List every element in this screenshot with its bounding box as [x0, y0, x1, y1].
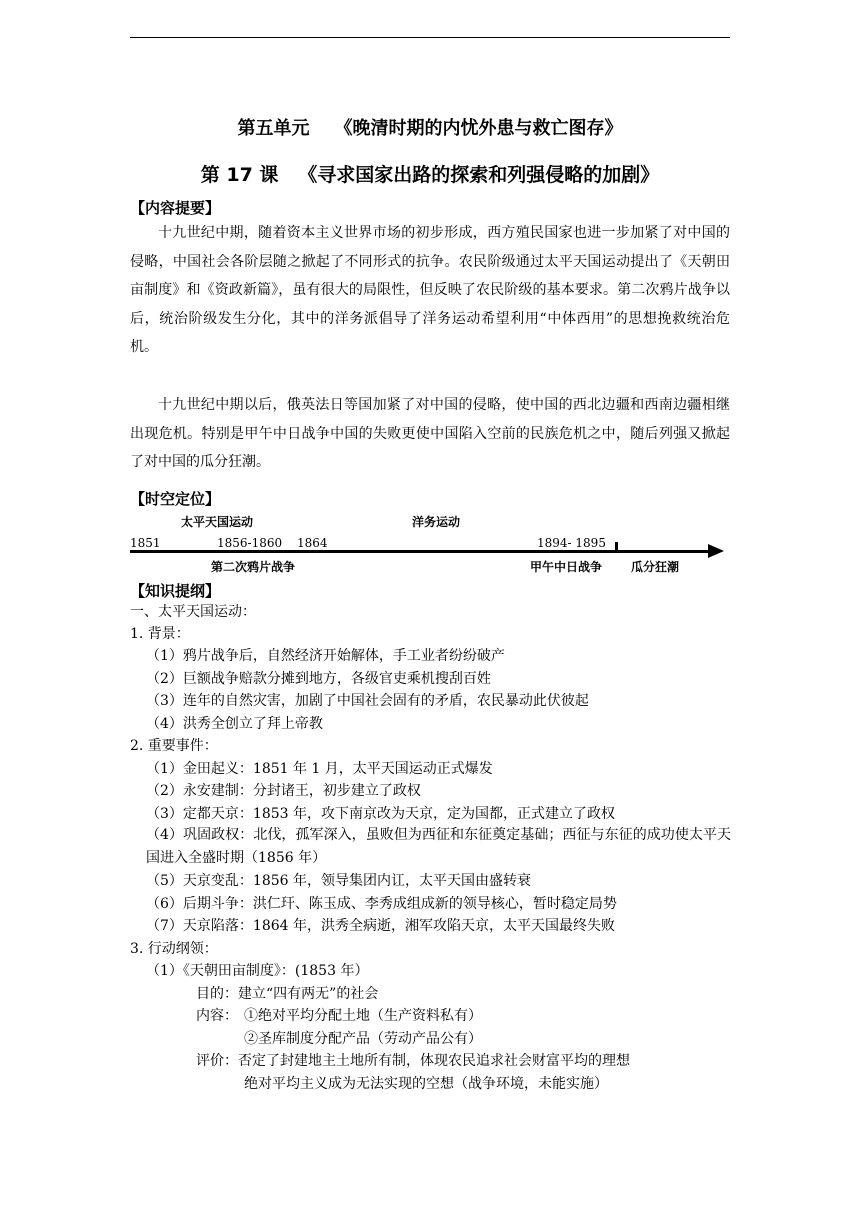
timeline-arrow-icon — [708, 544, 724, 558]
program-content-2: ②圣库制度分配产品（劳动产品公有） — [244, 1031, 482, 1047]
background-item: （2）巨额战争赔款分摊到地方，各级官吏乘机搜刮百姓 — [146, 671, 491, 687]
timeline-year-1894-1895: 1894- 1895 — [537, 536, 606, 550]
timeline-tick — [615, 542, 618, 552]
timeline-label-opium-war-2: 第二次鸦片战争 — [211, 560, 296, 574]
event-item: （6）后期斗争：洪仁玕、陈玉成、李秀成组成新的领导核心，暂时稳定局势 — [146, 896, 617, 912]
timeline-heading: 【时空定位】 — [130, 490, 221, 508]
program-evaluation-1: 评价：否定了封建地主土地所有制，体现农民追求社会财富平均的理想 — [196, 1053, 630, 1069]
summary-paragraph-2: 十九世纪中期以后，俄英法日等国加紧了对中国的侵略，使中国的西北边疆和西南边疆相继出现危机。特别是甲午中日战争中国的失败更使中国陷入空前的民族危机之中，随后列强又掀起了对中国的瓜分狂潮。 — [130, 397, 730, 470]
event-item: （5）天京变乱：1856 年，领导集团内讧，太平天国由盛转衰 — [146, 873, 531, 889]
background-item: （1）鸦片战争后，自然经济开始解体，手工业者纷纷破产 — [146, 648, 505, 664]
event-item: （3）定都天京：1853 年，攻下南京改为天京，定为国都，正式建立了政权 — [146, 806, 615, 822]
timeline-label-sino-japanese-war: 甲午中日战争 — [530, 560, 603, 574]
unit-title: 第五单元 《晚清时期的内忧外患与救亡图存》 — [237, 118, 623, 139]
timeline-year-1851: 1851 — [130, 536, 161, 550]
events-title: 2. 重要事件： — [130, 738, 218, 754]
timeline-label-taiping: 太平天国运动 — [181, 515, 254, 529]
program-item-1: （1）《天朝田亩制度》：(1853 年） — [146, 963, 369, 979]
event-item: （1）金田起义：1851 年 1 月，太平天国运动正式爆发 — [146, 761, 493, 777]
program-title: 3. 行动纲领： — [130, 941, 218, 957]
lesson-title: 第 17 课 《寻求国家出路的探索和列强侵略的加剧》 — [200, 164, 660, 186]
background-title: 1. 背景： — [130, 626, 190, 642]
background-item: （3）连年的自然灾害，加剧了中国社会固有的矛盾，农民暴动此伏彼起 — [146, 693, 589, 709]
header-rule — [130, 37, 730, 38]
timeline-label-yangwu: 洋务运动 — [412, 515, 461, 529]
outline-heading: 【知识提纲】 — [130, 582, 221, 600]
event-item: （4）巩固政权：北伐，孤军深入，虽败但为西征和东征奠定基础；西征与东征的成功使太平天国进入全盛时期（1856 年） — [146, 827, 731, 866]
section-1-title: 一、太平天国运动： — [130, 604, 256, 620]
program-content-1: ①绝对平均分配土地（生产资料私有） — [244, 1008, 482, 1024]
timeline-year-1864: 1864 — [297, 536, 328, 550]
background-item: （4）洪秀全创立了拜上帝教 — [146, 716, 323, 732]
event-item: （2）永安建制：分封诸王，初步建立了政权 — [146, 783, 421, 799]
program-evaluation-2: 绝对平均主义成为无法实现的空想（战争环境，未能实施） — [244, 1076, 608, 1092]
summary-paragraph-1: 十九世纪中期，随着资本主义世界市场的初步形成，西方殖民国家也进一步加紧了对中国的侵略，中国社会各阶层随之掀起了不同形式的抗争。农民阶级通过太平天国运动提出了《天朝田亩制度》和《资政新篇》，虽有很大的局限性，但反映了农民阶级的基本要求。第二次鸦片战争以后，统治阶级发生分化，其中的洋务派倡导了洋务运动希望利用“中体西用”的思想挽救统治危机。 — [130, 225, 730, 355]
timeline-year-1856-1860: 1856-1860 — [217, 536, 283, 550]
program-content-label: 内容： — [196, 1008, 238, 1024]
timeline-label-partition: 瓜分狂潮 — [631, 560, 680, 574]
program-purpose: 目的：建立“四有两无”的社会 — [196, 986, 379, 1002]
summary-heading: 【内容提要】 — [130, 199, 221, 217]
timeline-axis — [130, 550, 712, 553]
event-item: （7）天京陷落：1864 年，洪秀全病逝，湘军攻陷天京，太平天国最终失败 — [146, 918, 615, 934]
